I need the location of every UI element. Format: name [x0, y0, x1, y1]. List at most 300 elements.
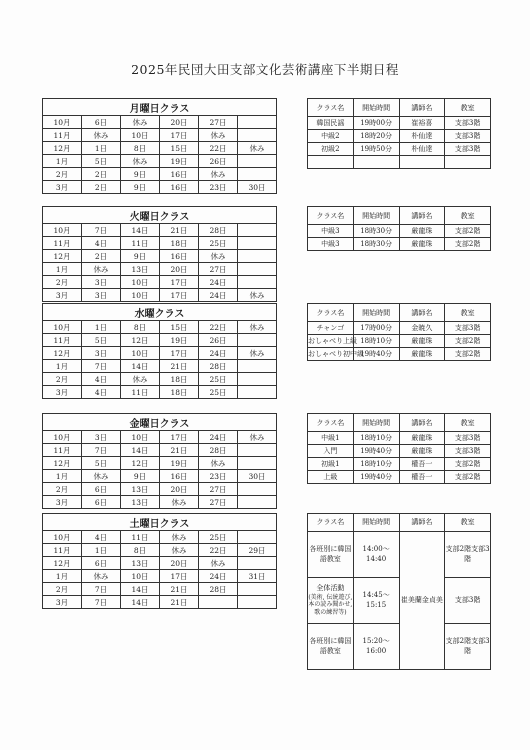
cell: 11日	[121, 237, 160, 250]
cell: 13日	[121, 483, 160, 496]
cell: 12日	[121, 457, 160, 470]
cell: 24日	[199, 289, 238, 302]
cell: 4日	[82, 373, 121, 386]
info-row	[308, 238, 491, 251]
cell: 休み	[238, 347, 277, 360]
cell: 22日	[199, 544, 238, 557]
cell: 17日	[160, 276, 199, 289]
cell: 14日	[121, 224, 160, 237]
cell: 24日	[199, 347, 238, 360]
cell: 1日	[82, 142, 121, 155]
cell: 24日	[199, 570, 238, 583]
cell: 28日	[199, 583, 238, 596]
schedule-table-friday	[42, 413, 277, 509]
cell: 支部3階	[445, 143, 491, 156]
schedule-row	[43, 360, 277, 373]
cell: 4日	[82, 386, 121, 399]
cell	[238, 596, 277, 609]
schedule-row	[43, 596, 277, 609]
cell	[238, 360, 277, 373]
cell: 3月	[43, 181, 82, 194]
cell: 20日	[160, 263, 199, 276]
cell: 7日	[82, 360, 121, 373]
cell: 12日	[121, 334, 160, 347]
sat-class-2-cell	[308, 578, 354, 624]
cell: 18時10分	[353, 458, 399, 471]
info-header-class: クラス名	[308, 414, 354, 432]
cell: 3月	[43, 596, 82, 609]
cell: 9日	[121, 250, 160, 263]
cell: 3月	[43, 386, 82, 399]
cell: 中級1	[308, 432, 354, 445]
cell: 支部3階	[445, 322, 491, 335]
cell: 22日	[199, 142, 238, 155]
schedule-row	[43, 168, 277, 181]
sat-time-1: 14:00～14:40	[353, 532, 399, 578]
cell: 20日	[160, 483, 199, 496]
cell: 11月	[43, 129, 82, 142]
cell: 10月	[43, 224, 82, 237]
cell: 支部2階	[445, 458, 491, 471]
schedule-table-wednesday	[42, 303, 277, 399]
cell: 28日	[199, 360, 238, 373]
class-info-table-monday	[307, 98, 491, 169]
cell: 27日	[199, 496, 238, 509]
cell: 5日	[82, 457, 121, 470]
cell	[238, 531, 277, 544]
info-row	[308, 322, 491, 335]
schedule-header: 土曜日クラス	[43, 514, 277, 531]
sat-teachers: 崔美蘭金貞美	[399, 532, 445, 670]
cell: 6日	[82, 557, 121, 570]
schedule-row	[43, 531, 277, 544]
class-info-table-saturday	[307, 513, 491, 670]
info-row	[308, 458, 491, 471]
cell: 21日	[160, 444, 199, 457]
cell: 16日	[160, 250, 199, 263]
cell	[238, 557, 277, 570]
info-row	[308, 445, 491, 458]
cell: 17日	[160, 570, 199, 583]
cell: 休み	[199, 457, 238, 470]
cell: 21日	[160, 360, 199, 373]
cell: 20日	[160, 116, 199, 129]
cell: 10月	[43, 116, 82, 129]
class-info-table-friday	[307, 413, 491, 484]
sat-class-2-note: (美術, 伝統遊び, 本の読み聞かせ, 歌の練習等)	[308, 593, 353, 617]
cell: 13日	[121, 557, 160, 570]
cell	[238, 373, 277, 386]
info-header-room: 教室	[445, 414, 491, 432]
cell: 23日	[199, 181, 238, 194]
schedule-row	[43, 224, 277, 237]
cell: 2日	[82, 168, 121, 181]
cell: 休み	[121, 373, 160, 386]
sat-time-3: 15:20～16:00	[353, 624, 399, 670]
cell: 12月	[43, 250, 82, 263]
cell: 中級3	[308, 238, 354, 251]
cell: 支部2階	[445, 225, 491, 238]
cell: 10月	[43, 531, 82, 544]
cell: 28日	[199, 444, 238, 457]
schedule-row	[43, 321, 277, 334]
cell: 2月	[43, 168, 82, 181]
cell: 休み	[199, 168, 238, 181]
cell: 權吾一	[399, 471, 445, 484]
cell: 1月	[43, 155, 82, 168]
cell	[238, 483, 277, 496]
cell: 12月	[43, 457, 82, 470]
info-row	[308, 225, 491, 238]
cell: 27日	[199, 116, 238, 129]
info-header-time: 開始時間	[353, 304, 399, 322]
cell: 休み	[160, 531, 199, 544]
cell: 休み	[199, 250, 238, 263]
cell: 3日	[82, 276, 121, 289]
schedule-header: 水曜クラス	[43, 304, 277, 321]
cell: 7日	[82, 596, 121, 609]
info-header-class: クラス名	[308, 304, 354, 322]
cell: 18日	[160, 386, 199, 399]
cell: 25日	[199, 386, 238, 399]
cell: 10日	[121, 289, 160, 302]
schedule-row	[43, 386, 277, 399]
cell: 12月	[43, 142, 82, 155]
schedule-row	[43, 373, 277, 386]
cell: 27日	[199, 263, 238, 276]
cell: おしゃべり初中級	[308, 348, 354, 361]
info-row	[308, 471, 491, 484]
schedule-row	[43, 557, 277, 570]
cell: 3月	[43, 496, 82, 509]
cell: 15日	[160, 321, 199, 334]
sat-class-3: 各班別に韓国語教室	[308, 624, 354, 670]
cell: 14日	[121, 444, 160, 457]
cell: 中級3	[308, 225, 354, 238]
cell: 2日	[82, 181, 121, 194]
cell: 17日	[160, 347, 199, 360]
cell: 韓国民謡	[308, 117, 354, 130]
schedule-table-tuesday	[42, 206, 277, 302]
cell: 10月	[43, 321, 82, 334]
cell	[308, 156, 354, 169]
schedule-row	[43, 276, 277, 289]
cell: 20日	[160, 557, 199, 570]
cell: 14日	[121, 360, 160, 373]
cell: 支部2階	[445, 238, 491, 251]
cell: 11月	[43, 544, 82, 557]
cell: 休み	[238, 321, 277, 334]
cell: 24日	[199, 276, 238, 289]
schedule-row	[43, 544, 277, 557]
cell: 支部3階	[445, 432, 491, 445]
cell: 4日	[82, 531, 121, 544]
info-header-room: 教室	[445, 207, 491, 225]
info-header-class: クラス名	[308, 207, 354, 225]
info-header-teacher: 講師名	[399, 514, 445, 532]
cell: 22日	[199, 321, 238, 334]
schedule-row	[43, 116, 277, 129]
cell: 4日	[82, 237, 121, 250]
cell: 休み	[160, 496, 199, 509]
cell: 9日	[121, 470, 160, 483]
cell: 14日	[121, 596, 160, 609]
info-header-room: 教室	[445, 304, 491, 322]
cell: 12月	[43, 347, 82, 360]
info-header-teacher: 講師名	[399, 304, 445, 322]
schedule-row	[43, 457, 277, 470]
cell: 厳龍珠	[399, 225, 445, 238]
info-row	[308, 335, 491, 348]
schedule-row	[43, 250, 277, 263]
cell: 19日	[160, 457, 199, 470]
cell: 16日	[160, 168, 199, 181]
info-header-room: 教室	[445, 514, 491, 532]
cell	[445, 156, 491, 169]
cell: 11月	[43, 444, 82, 457]
sat-time-2: 14:45～15:15	[353, 578, 399, 624]
cell: 19時00分	[353, 117, 399, 130]
cell: 30日	[238, 181, 277, 194]
cell: 9日	[121, 181, 160, 194]
schedule-header: 火曜日クラス	[43, 207, 277, 224]
cell: 支部3階	[445, 445, 491, 458]
info-row	[308, 432, 491, 445]
cell: 休み	[238, 289, 277, 302]
sat-room-2: 支部3階	[445, 578, 491, 624]
cell: 休み	[121, 155, 160, 168]
info-header-room: 教室	[445, 99, 491, 117]
cell: 2日	[82, 250, 121, 263]
cell: 支部2階	[445, 471, 491, 484]
cell: 1月	[43, 470, 82, 483]
cell: 7日	[82, 583, 121, 596]
sat-class-1: 各班別に韓国語教室	[308, 532, 354, 578]
cell: 10日	[121, 276, 160, 289]
cell: 入門	[308, 445, 354, 458]
cell: 厳龍珠	[399, 432, 445, 445]
cell: 休み	[199, 129, 238, 142]
cell: 19時50分	[353, 143, 399, 156]
schedule-row	[43, 431, 277, 444]
info-header-class: クラス名	[308, 99, 354, 117]
cell: 17日	[160, 129, 199, 142]
cell: 休み	[82, 470, 121, 483]
cell: 1月	[43, 570, 82, 583]
cell: 25日	[199, 531, 238, 544]
cell: 1日	[82, 321, 121, 334]
cell: 崔裕喜	[399, 117, 445, 130]
cell: 19日	[160, 155, 199, 168]
cell: 14日	[121, 583, 160, 596]
cell	[199, 596, 238, 609]
cell: 11日	[121, 531, 160, 544]
info-header-teacher: 講師名	[399, 414, 445, 432]
cell: 休み	[121, 116, 160, 129]
cell: 25日	[199, 237, 238, 250]
cell	[238, 583, 277, 596]
cell: 13日	[121, 263, 160, 276]
cell: 支部2階	[445, 348, 491, 361]
sat-room-3: 支部2階支部3階	[445, 624, 491, 670]
cell: 支部3階	[445, 130, 491, 143]
cell	[238, 116, 277, 129]
cell: 11月	[43, 334, 82, 347]
cell: 24日	[199, 431, 238, 444]
schedule-row	[43, 181, 277, 194]
info-row	[308, 532, 491, 578]
cell: 15日	[160, 142, 199, 155]
cell	[238, 155, 277, 168]
cell: 10月	[43, 431, 82, 444]
schedule-row	[43, 347, 277, 360]
cell: 6日	[82, 496, 121, 509]
cell: 1月	[43, 263, 82, 276]
info-header-time: 開始時間	[353, 99, 399, 117]
class-info-table-tuesday	[307, 206, 491, 251]
cell: 休み	[82, 129, 121, 142]
cell	[238, 386, 277, 399]
cell: 26日	[199, 155, 238, 168]
cell: 3月	[43, 289, 82, 302]
cell: 朴仙達	[399, 143, 445, 156]
cell: 17日	[160, 289, 199, 302]
cell: 休み	[199, 557, 238, 570]
cell	[353, 156, 399, 169]
cell: 21日	[160, 596, 199, 609]
schedule-table-monday	[42, 98, 277, 194]
schedule-header: 金曜日クラス	[43, 414, 277, 431]
cell: 3日	[82, 289, 121, 302]
info-row	[308, 117, 491, 130]
cell: 19時40分	[353, 445, 399, 458]
cell: 初級2	[308, 143, 354, 156]
cell	[238, 263, 277, 276]
cell: 18日	[160, 237, 199, 250]
cell: 厳龍珠	[399, 238, 445, 251]
cell: 2月	[43, 373, 82, 386]
schedule-row	[43, 155, 277, 168]
cell: 10日	[121, 570, 160, 583]
cell: 27日	[199, 483, 238, 496]
schedule-row	[43, 444, 277, 457]
cell: 6日	[82, 116, 121, 129]
cell: 11月	[43, 237, 82, 250]
cell: 18時20分	[353, 130, 399, 143]
cell: 休み	[160, 544, 199, 557]
cell: 7日	[82, 444, 121, 457]
cell	[238, 276, 277, 289]
cell: 6日	[82, 483, 121, 496]
cell: 19日	[160, 334, 199, 347]
cell: 19時40分	[353, 348, 399, 361]
cell: 16日	[160, 181, 199, 194]
cell: 休み	[238, 431, 277, 444]
cell: 8日	[121, 544, 160, 557]
cell: 支部2階	[445, 335, 491, 348]
cell: 25日	[199, 373, 238, 386]
info-header-class: クラス名	[308, 514, 354, 532]
cell: 3日	[82, 431, 121, 444]
schedule-row	[43, 334, 277, 347]
cell: 18時10分	[353, 432, 399, 445]
cell: 16日	[160, 470, 199, 483]
info-header-time: 開始時間	[353, 514, 399, 532]
cell: 2月	[43, 583, 82, 596]
schedule-row	[43, 483, 277, 496]
cell: 18日	[160, 373, 199, 386]
cell: 上級	[308, 471, 354, 484]
schedule-row	[43, 496, 277, 509]
cell: 支部3階	[445, 117, 491, 130]
cell: 9日	[121, 168, 160, 181]
cell: 12月	[43, 557, 82, 570]
info-row	[308, 156, 491, 169]
cell	[238, 237, 277, 250]
cell: 休み	[82, 570, 121, 583]
info-row	[308, 130, 491, 143]
cell: 7日	[82, 224, 121, 237]
cell: 19時40分	[353, 471, 399, 484]
cell: 2月	[43, 483, 82, 496]
cell: 17日	[160, 431, 199, 444]
cell: 1日	[82, 544, 121, 557]
cell: 18時30分	[353, 225, 399, 238]
cell: 8日	[121, 321, 160, 334]
schedule-header: 月曜日クラス	[43, 99, 277, 116]
schedule-row	[43, 570, 277, 583]
schedule-row	[43, 470, 277, 483]
cell	[238, 129, 277, 142]
schedule-table-saturday	[42, 513, 277, 609]
cell: 厳龍珠	[399, 335, 445, 348]
cell: 23日	[199, 470, 238, 483]
page-title: 2025年民団大田支部文化芸術講座下半期日程	[131, 62, 399, 77]
schedule-row	[43, 237, 277, 250]
info-row	[308, 143, 491, 156]
cell: 13日	[121, 496, 160, 509]
cell: 初級1	[308, 458, 354, 471]
cell	[238, 224, 277, 237]
info-row	[308, 348, 491, 361]
schedule-row	[43, 289, 277, 302]
cell: 30日	[238, 470, 277, 483]
cell: 厳龍珠	[399, 445, 445, 458]
schedule-row	[43, 583, 277, 596]
cell: 5日	[82, 334, 121, 347]
cell: 1月	[43, 360, 82, 373]
cell: 29日	[238, 544, 277, 557]
cell	[238, 168, 277, 181]
cell: 2月	[43, 276, 82, 289]
cell: 休み	[238, 142, 277, 155]
cell: 11日	[121, 386, 160, 399]
cell: チャンゴ	[308, 322, 354, 335]
cell: 10日	[121, 431, 160, 444]
cell: 中級2	[308, 130, 354, 143]
cell	[238, 457, 277, 470]
cell: 休み	[82, 263, 121, 276]
cell: 金暁久	[399, 322, 445, 335]
cell: 17時00分	[353, 322, 399, 335]
cell	[399, 156, 445, 169]
cell	[238, 250, 277, 263]
cell: 8日	[121, 142, 160, 155]
cell: 5日	[82, 155, 121, 168]
cell: 28日	[199, 224, 238, 237]
schedule-row	[43, 142, 277, 155]
cell: 3日	[82, 347, 121, 360]
